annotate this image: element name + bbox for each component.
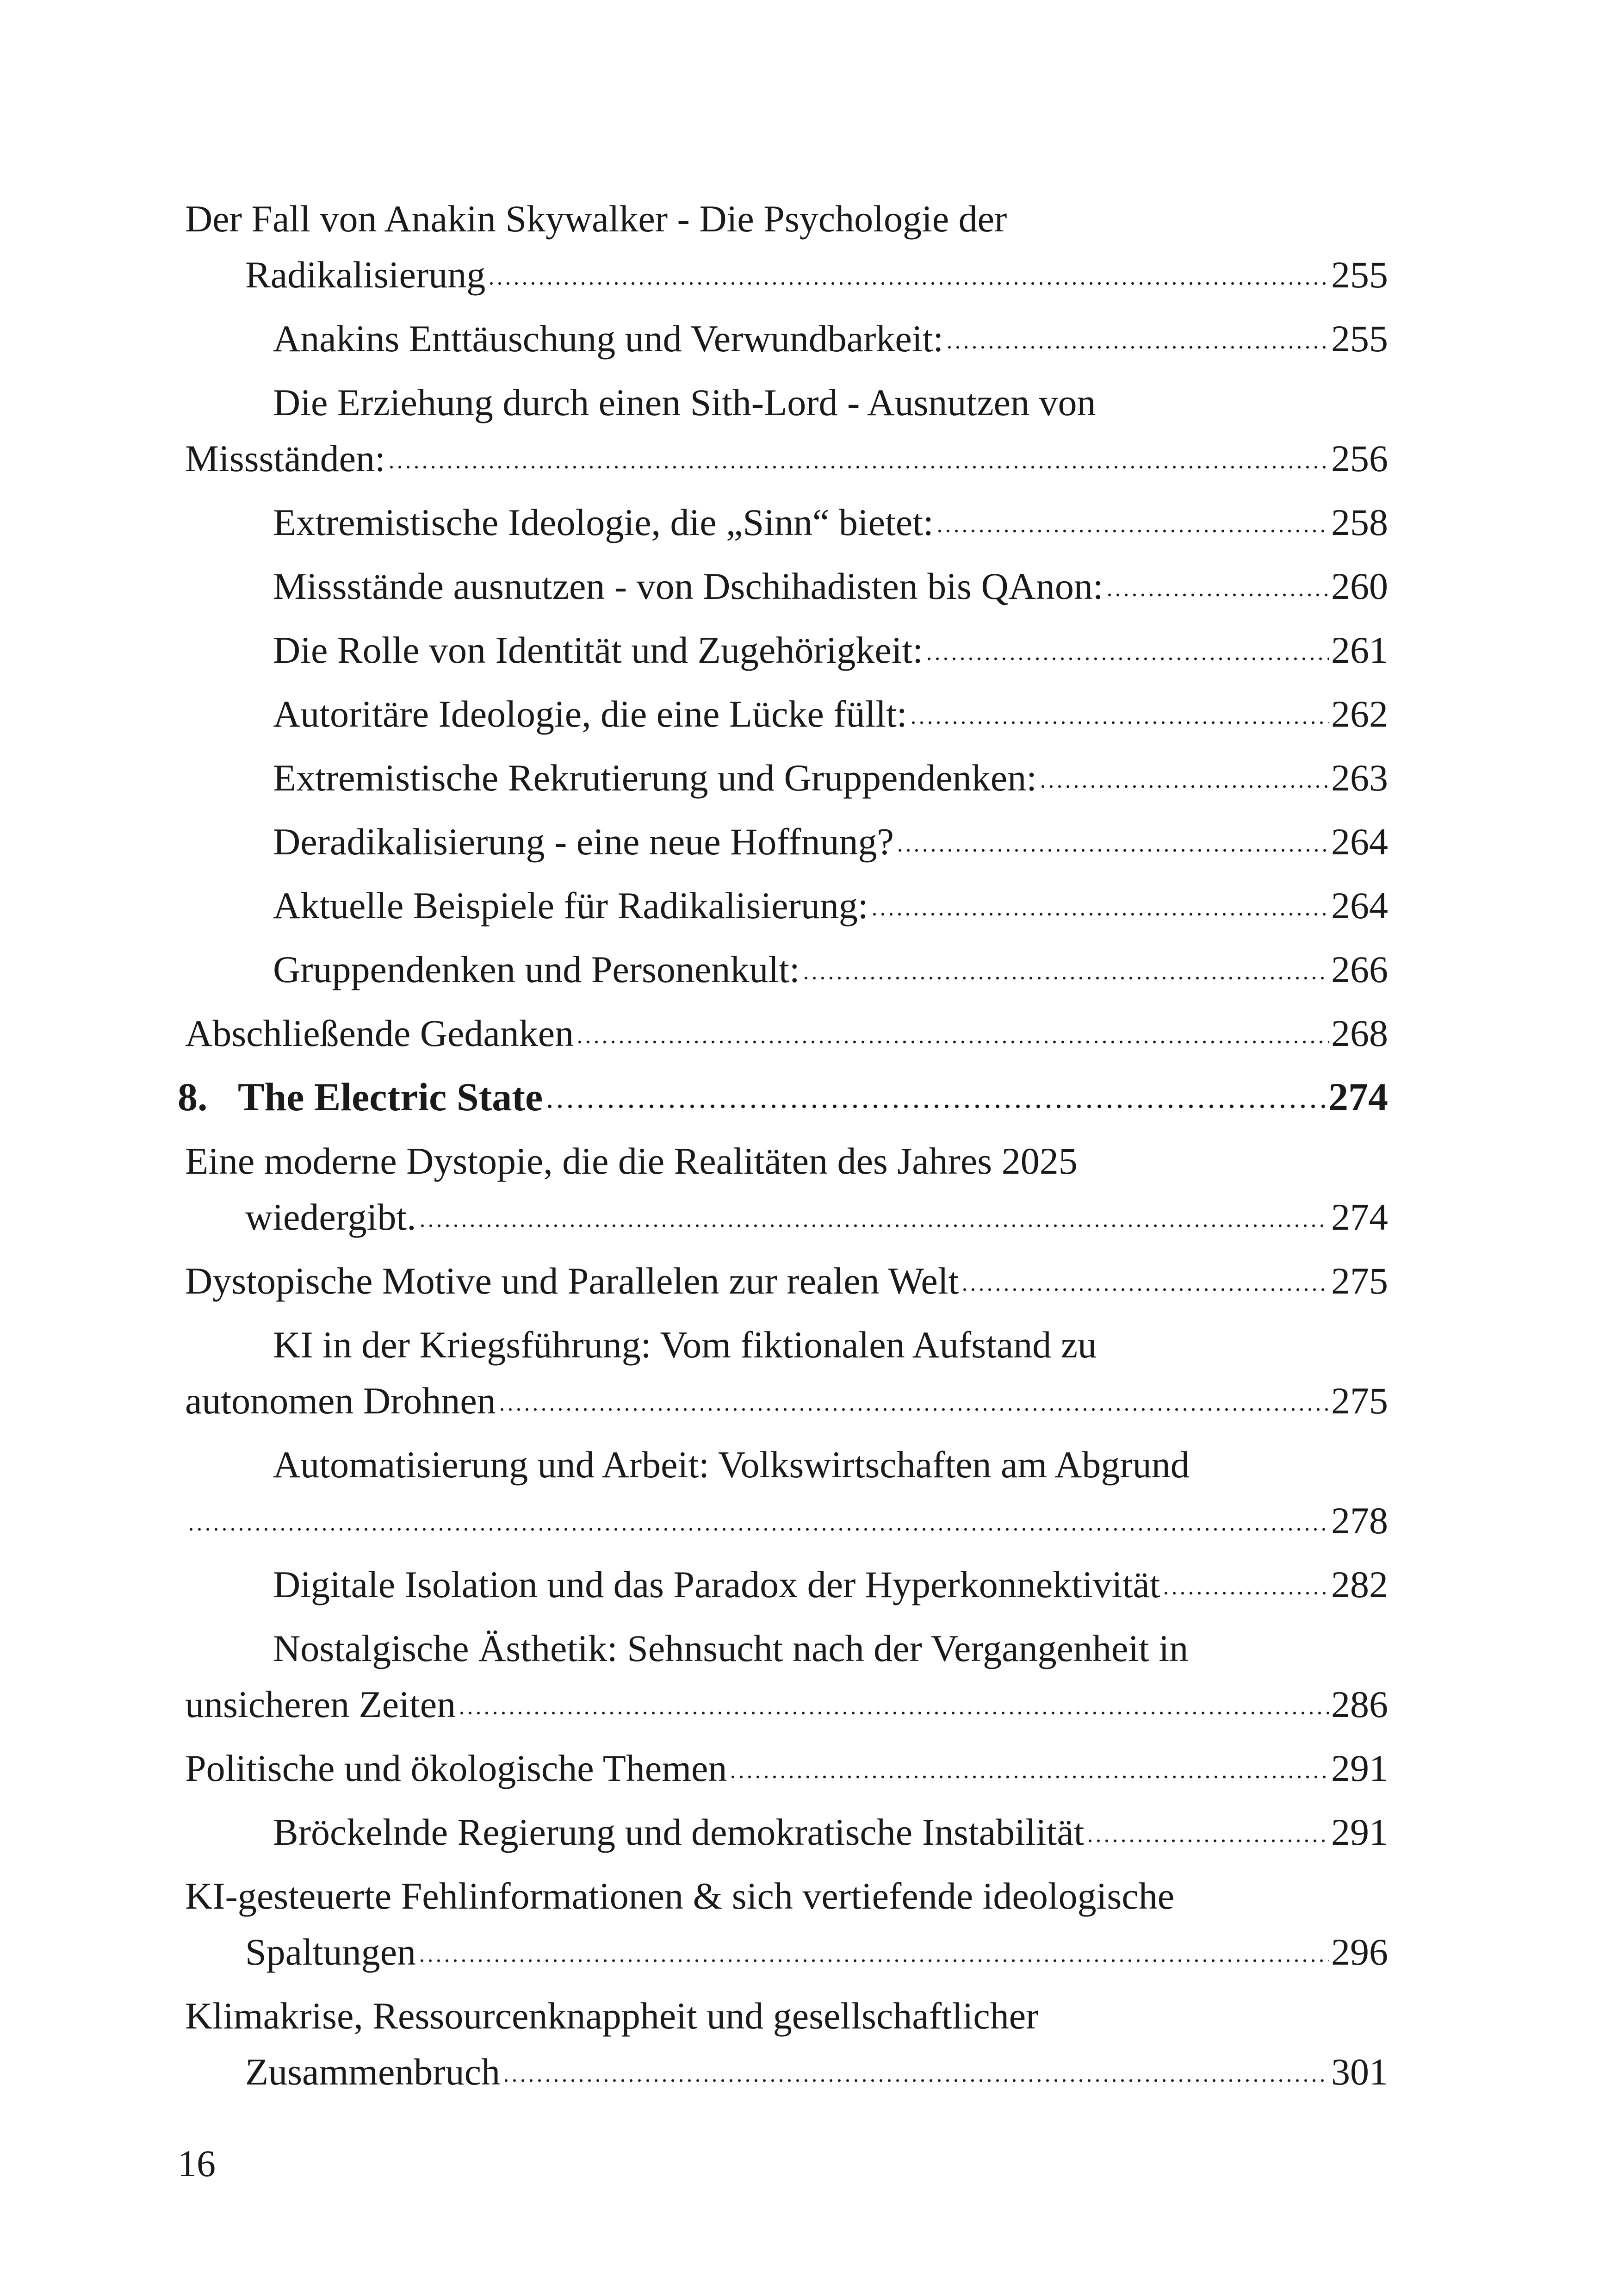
toc-entry-line xyxy=(185,1373,1388,1429)
toc-entry-line xyxy=(185,1740,1388,1796)
toc-entry xyxy=(185,191,1388,303)
toc-entry-line xyxy=(185,494,1388,550)
dot-leader xyxy=(1162,1590,1329,1597)
toc-entry xyxy=(185,686,1388,742)
dot-leader xyxy=(1086,1837,1329,1845)
toc-page-number: 262 xyxy=(1331,693,1388,735)
toc-page-number: 275 xyxy=(1331,1380,1388,1422)
page-number: 16 xyxy=(178,2142,216,2184)
toc-page-number: 255 xyxy=(1331,317,1388,360)
toc-entry xyxy=(185,1437,1388,1549)
toc-page-number: 291 xyxy=(1331,1747,1388,1789)
toc-entry xyxy=(185,1556,1388,1612)
dot-leader xyxy=(418,1222,1329,1230)
dot-leader xyxy=(802,975,1329,982)
toc-page-number: 291 xyxy=(1331,1811,1388,1853)
dot-leader xyxy=(936,528,1329,535)
dot-leader xyxy=(896,847,1329,854)
dot-leader xyxy=(187,1526,1329,1533)
toc-entry-title: Die Rolle von Identität und Zugehörigkeit: xyxy=(273,629,924,671)
toc-page-number: 301 xyxy=(1331,2051,1388,2093)
toc-entry-title: wiedergibt. xyxy=(245,1196,416,1238)
dot-leader xyxy=(576,1039,1329,1046)
toc-entry-title: Abschließende Gedanken xyxy=(185,1012,574,1054)
toc-page-number: 274 xyxy=(1331,1196,1388,1238)
toc-entry-title: Radikalisierung xyxy=(245,254,486,296)
toc-entry-title: Autoritäre Ideologie, die eine Lücke füllt: xyxy=(273,693,907,735)
dot-leader xyxy=(870,911,1329,918)
toc-page-number: 261 xyxy=(1331,629,1388,671)
toc-page-number: 278 xyxy=(1331,1500,1388,1542)
dot-leader xyxy=(945,344,1329,351)
toc-entry-title-line: KI-gesteuerte Fehlinformationen & sich vertiefende ideologische xyxy=(185,1875,1175,1917)
toc-entry-line xyxy=(185,622,1388,678)
toc-entry xyxy=(185,877,1388,933)
dot-leader xyxy=(729,1773,1329,1781)
toc-page-number: 274 xyxy=(1328,1075,1388,1119)
toc-chapter-entry xyxy=(178,1069,1388,1125)
toc-entry-title-line: Klimakrise, Ressourcenknappheit und gesellschaftlicher xyxy=(185,1995,1039,2037)
toc-entry-line xyxy=(185,558,1388,614)
toc-entry-title-line: Die Erziehung durch einen Sith-Lord - Ausnutzen von xyxy=(273,381,1096,423)
toc-entry-line xyxy=(185,814,1388,870)
toc-entry-title: Aktuelle Beispiele für Radikalisierung: xyxy=(273,884,868,927)
toc-page-number: 275 xyxy=(1331,1260,1388,1302)
toc-entry xyxy=(185,1620,1388,1732)
toc-entry xyxy=(185,1005,1388,1061)
toc-page-number: 266 xyxy=(1331,948,1388,990)
toc-entry-title: Extremistische Ideologie, die „Sinn“ bietet: xyxy=(273,501,934,543)
toc-entry xyxy=(185,558,1388,614)
toc-entry-title-line: Automatisierung und Arbeit: Volkswirtschaften am Abgrund xyxy=(273,1444,1190,1486)
toc-page-number: 255 xyxy=(1331,254,1388,296)
toc-entry-line xyxy=(185,311,1388,367)
toc-entry xyxy=(185,494,1388,550)
toc-page-number: 282 xyxy=(1331,1563,1388,1605)
toc-entry-line xyxy=(185,1189,1388,1245)
dot-leader xyxy=(458,1710,1329,1717)
toc-entry xyxy=(185,941,1388,997)
table-of-contents xyxy=(178,183,1388,2100)
toc-entry-line xyxy=(185,1676,1388,1732)
toc-entry-title-line: Eine moderne Dystopie, die die Realitäten des Jahres 2025 xyxy=(185,1140,1078,1182)
toc-entry xyxy=(185,374,1388,486)
dot-leader xyxy=(487,280,1329,287)
toc-entry-title: Missstände ausnutzen - von Dschihadisten bis QAnon: xyxy=(273,565,1103,607)
dot-leader xyxy=(1105,591,1329,599)
toc-entry xyxy=(185,1988,1388,2100)
toc-entry xyxy=(185,1317,1388,1429)
dot-leader xyxy=(545,1102,1327,1110)
toc-entry-title: Digitale Isolation und das Paradox der Hyperkonnektivität xyxy=(273,1563,1160,1605)
toc-entry-line xyxy=(185,1493,1388,1549)
toc-entry-title: Anakins Enttäuschung und Verwundbarkeit: xyxy=(273,317,944,360)
toc-entry-title: Bröckelnde Regierung und demokratische Instabilität xyxy=(273,1811,1085,1853)
dot-leader xyxy=(498,1406,1329,1413)
toc-page-number: 286 xyxy=(1331,1683,1388,1725)
toc-page-number: 260 xyxy=(1331,565,1388,607)
toc-entry-line xyxy=(185,247,1388,303)
toc-entry-title: Missständen: xyxy=(185,437,385,479)
toc-entry-line xyxy=(185,750,1388,806)
toc-page-number: 256 xyxy=(1331,437,1388,479)
toc-entry-title-line: KI in der Kriegsführung: Vom fiktionalen Aufstand zu xyxy=(273,1324,1097,1366)
toc-entry-title: Zusammenbruch xyxy=(245,2051,501,2093)
toc-entry-title: autonomen Drohnen xyxy=(185,1380,496,1422)
dot-leader xyxy=(387,464,1329,471)
dot-leader xyxy=(961,1286,1329,1294)
dot-leader xyxy=(1039,783,1329,790)
toc-entry-line xyxy=(185,686,1388,742)
toc-entry xyxy=(185,1253,1388,1309)
toc-entry xyxy=(185,750,1388,806)
dot-leader xyxy=(418,1957,1329,1965)
toc-entry xyxy=(185,311,1388,367)
toc-entry-title: Spaltungen xyxy=(245,1931,416,1973)
toc-entry-line xyxy=(185,1924,1388,1980)
toc-entry-line xyxy=(185,1005,1388,1061)
toc-entry-line xyxy=(185,877,1388,933)
toc-entry-line xyxy=(185,941,1388,997)
toc-entry-line xyxy=(178,1069,1388,1125)
toc-entry-title: The Electric State xyxy=(238,1075,543,1119)
dot-leader xyxy=(502,2077,1329,2084)
dot-leader xyxy=(909,719,1329,727)
toc-entry xyxy=(185,1740,1388,1796)
toc-entry-title-line: Nostalgische Ästhetik: Sehnsucht nach der Vergangenheit in xyxy=(273,1627,1189,1669)
toc-entry xyxy=(185,622,1388,678)
toc-entry-title: Dystopische Motive und Parallelen zur realen Welt xyxy=(185,1260,959,1302)
toc-entry xyxy=(185,1804,1388,1860)
toc-page-number: 263 xyxy=(1331,757,1388,799)
toc-entry-title: Extremistische Rekrutierung und Gruppendenken: xyxy=(273,757,1037,799)
toc-entry-title: Deradikalisierung - eine neue Hoffnung? xyxy=(273,821,894,863)
toc-page-number: 268 xyxy=(1331,1012,1388,1054)
toc-entry-title-line: Der Fall von Anakin Skywalker - Die Psychologie der xyxy=(185,198,1007,240)
toc-entry xyxy=(185,1868,1388,1980)
toc-page-number: 296 xyxy=(1331,1931,1388,1973)
toc-entry-title: unsicheren Zeiten xyxy=(185,1683,456,1725)
toc-entry-title: Politische und ökologische Themen xyxy=(185,1747,727,1789)
dot-leader xyxy=(925,655,1329,663)
toc-entry-line xyxy=(185,430,1388,486)
toc-page-number: 258 xyxy=(1331,501,1388,543)
toc-entry xyxy=(185,1133,1388,1245)
chapter-number: 8. xyxy=(178,1075,208,1119)
toc-page-number: 264 xyxy=(1331,884,1388,927)
toc-page-number: 264 xyxy=(1331,821,1388,863)
toc-entry xyxy=(185,814,1388,870)
toc-entry-line xyxy=(185,1556,1388,1612)
toc-entry-line xyxy=(185,2044,1388,2100)
toc-entry-title: Gruppendenken und Personenkult: xyxy=(273,948,800,990)
toc-entry-line xyxy=(185,1804,1388,1860)
toc-entry-line xyxy=(185,1253,1388,1309)
